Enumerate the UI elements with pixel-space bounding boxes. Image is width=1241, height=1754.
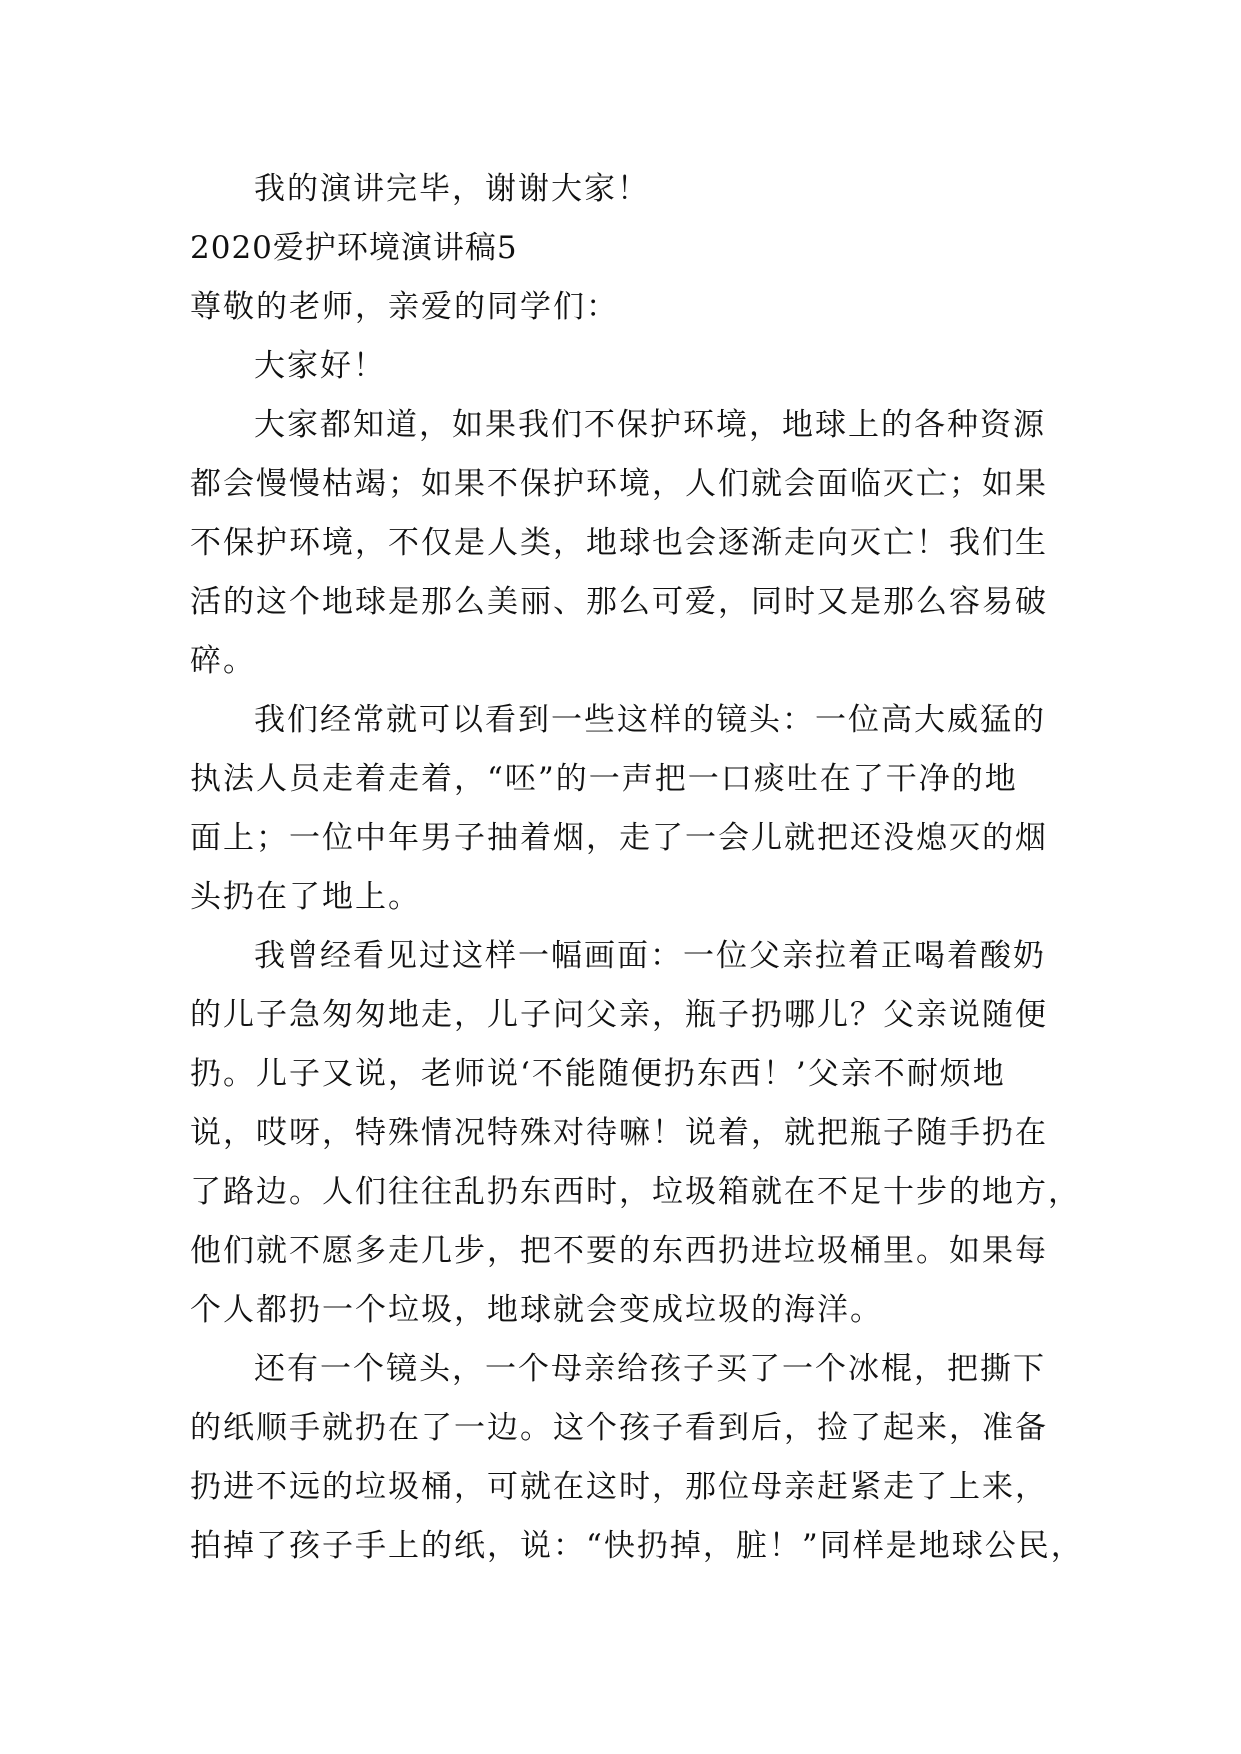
paragraph-line: 都会慢慢枯竭；如果不保护环境，人们就会面临灭亡；如果 [190,466,1048,502]
paragraph-line: 不保护环境，不仅是人类，地球也会逐渐走向灭亡！我们生 [190,525,1048,561]
paragraph-line: 碎。 [190,643,256,679]
paragraph-line: 个人都扔一个垃圾，地球就会变成垃圾的海洋。 [190,1292,883,1328]
paragraph-line: 的纸顺手就扔在了一边。这个孩子看到后，捡了起来，准备 [190,1410,1048,1446]
paragraph-line: 面上；一位中年男子抽着烟，走了一会儿就把还没熄灭的烟 [190,820,1048,856]
salutation: 尊敬的老师，亲爱的同学们： [190,289,619,325]
paragraph-line: 他们就不愿多走几步，把不要的东西扔进垃圾桶里。如果每 [190,1233,1048,1269]
paragraph-line: 的儿子急匆匆地走，儿子问父亲，瓶子扔哪儿？父亲说随便 [190,997,1048,1033]
paragraph-line: 说，哎呀，特殊情况特殊对待嘛！说着，就把瓶子随手扔在 [190,1115,1048,1151]
paragraph-line: 执法人员走着走着，“呸”的一声把一口痰吐在了干净的地 [190,761,1018,797]
paragraph-line: 了路边。人们往往乱扔东西时，垃圾箱就在不足十步的地方， [190,1174,1081,1210]
paragraph-line: 我曾经看见过这样一幅画面：一位父亲拉着正喝着酸奶 [254,938,1046,974]
paragraph-line: 扔。儿子又说，老师说‘不能随便扔东西！’父亲不耐烦地 [190,1056,1006,1092]
paragraph-line: 大家都知道，如果我们不保护环境，地球上的各种资源 [254,407,1046,443]
speech-title: 2020爱护环境演讲稿5 [190,230,518,266]
document-body [190,160,1084,1576]
closing-line: 我的演讲完毕，谢谢大家！ [254,171,650,207]
paragraph-line: 拍掉了孩子手上的纸，说：“快扔掉，脏！”同样是地球公民， [190,1528,1084,1564]
paragraph-line: 活的这个地球是那么美丽、那么可爱，同时又是那么容易破 [190,584,1048,620]
paragraph-line: 扔进不远的垃圾桶，可就在这时，那位母亲赶紧走了上来， [190,1469,1048,1505]
paragraph-line: 我们经常就可以看到一些这样的镜头：一位高大威猛的 [254,702,1046,738]
paragraph-line: 头扔在了地上。 [190,879,421,915]
greeting: 大家好！ [254,348,386,384]
paragraph-line: 还有一个镜头，一个母亲给孩子买了一个冰棍，把撕下 [254,1351,1046,1387]
